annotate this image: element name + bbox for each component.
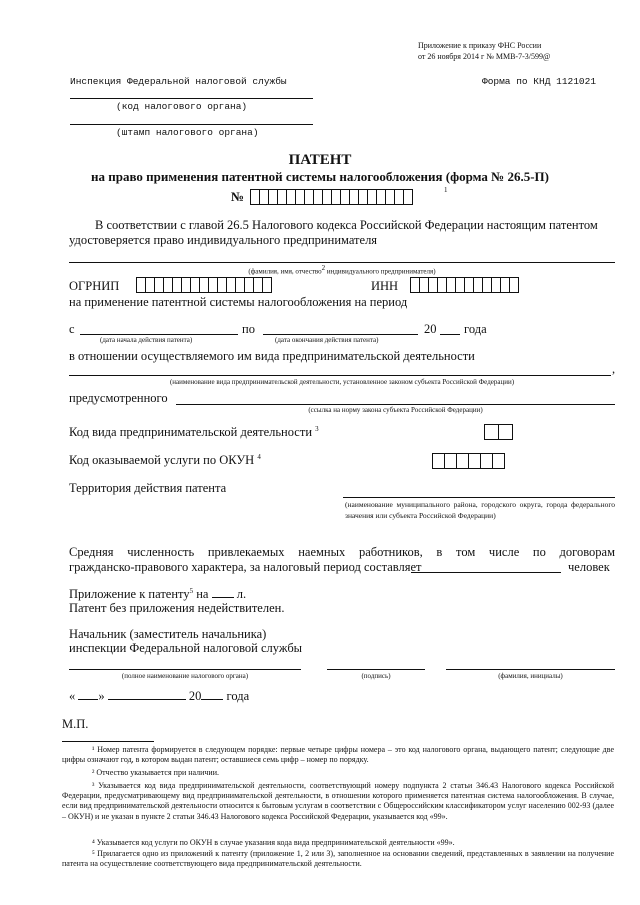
form-code: Форма по КНД 1121021	[482, 76, 597, 87]
activity-code-boxes[interactable]	[485, 424, 513, 440]
footnote-5: ⁵ Прилагается одно из приложений к патенту (приложение 1, 2 или 3), заполненное на основании сведений, представленных в заявлении на получение патента на осуществление соответствующего вида предпринимательской деятельности.	[62, 849, 614, 869]
patent-number-boxes[interactable]	[251, 189, 413, 205]
start-date-caption: (дата начала действия патента)	[100, 336, 193, 344]
period-line: на применение патентной системы налогообложения на период	[69, 295, 408, 309]
staff-unit: человек	[568, 560, 610, 574]
inn-boxes[interactable]	[411, 277, 519, 293]
full-name-field[interactable]	[446, 669, 615, 670]
fio-caption: (фамилия, имя, отчество$^2$ индивидуального предпринимателя)	[248, 264, 436, 276]
year-suffix: года	[464, 322, 487, 336]
law-caption: (ссылка на норму закона субъекта Российской Федерации)	[308, 406, 483, 414]
stamp-line	[70, 124, 313, 125]
end-date-caption: (дата окончания действия патента)	[275, 336, 379, 344]
attachment-note: Патент без приложения недействителен.	[69, 601, 285, 615]
okun-label: Код оказываемой услуги по ОКУН $^4$	[69, 453, 261, 468]
activity-comma: ,	[612, 362, 616, 376]
signature-caption: (подпись)	[361, 672, 391, 680]
okun-code-boxes[interactable]	[433, 453, 505, 469]
from-label: с	[69, 322, 75, 336]
law-reference-field[interactable]	[176, 404, 615, 405]
activity-line: в отношении осуществляемого им вида предпринимательской деятельности	[69, 349, 475, 363]
staff-count-field[interactable]	[411, 572, 561, 573]
staff-line-2: гражданско-правового характера, за налоговый период составляет	[69, 560, 422, 574]
issue-year-field[interactable]	[201, 699, 223, 700]
issue-month-field[interactable]	[108, 699, 186, 700]
full-name-caption: (фамилия, инициалы)	[498, 672, 563, 680]
page-title: ПАТЕНТ	[288, 152, 352, 168]
year-prefix: 20	[424, 322, 437, 336]
to-label: по	[242, 322, 255, 336]
activity-code-label: Код вида предпринимательской деятельности $^3$	[69, 425, 319, 440]
inn-label: ИНН	[371, 279, 399, 293]
organization-name-field[interactable]	[69, 669, 301, 670]
ogrnip-label: ОГРНИП	[69, 279, 120, 293]
issue-date-line: « » 20 года	[69, 689, 250, 703]
staff-line-1: Средняя численность привлекаемых наемных работников, в том числе по договорам	[69, 545, 615, 559]
footnote-1: ¹ Номер патента формируется в следующем порядке: первые четыре цифры номера – это код налогового органа, выдающего патент; следующие две цифры означают год, в котором выдан патент; оставшиеся семь цифр – номер по порядку.	[62, 745, 614, 765]
activity-caption: (наименование вида предпринимательской деятельности, установленное законом субъекта Российской Федерации)	[169, 378, 515, 386]
footnotes-divider	[62, 741, 154, 742]
start-date-field[interactable]	[80, 334, 238, 335]
fio-line	[69, 262, 615, 263]
organization-caption: (полное наименование налогового органа)	[121, 672, 249, 680]
patent-number-label: №	[231, 189, 245, 204]
footnote-4: ⁴ Указывается код услуги по ОКУН в случае указания кода вида предпринимательской деятельности «99».	[92, 838, 455, 847]
inspection-label: Инспекция Федеральной налоговой службы	[70, 76, 287, 87]
signature-field[interactable]	[327, 669, 425, 670]
attachment-pages-field[interactable]	[212, 597, 234, 598]
territory-field[interactable]	[343, 497, 615, 498]
intro-line-1: В соответствии с главой 26.5 Налогового кодекса Российской Федерации настоящим патентом	[95, 218, 598, 232]
intro-line-2: удостоверяется право индивидуального предпринимателя	[69, 233, 378, 247]
territory-caption: (наименование муниципального района, городского округа, города федерального значения или субъекта Российской Федерации)	[345, 500, 615, 520]
appendix-line-1: Приложение к приказу ФНС России	[418, 41, 542, 50]
ogrnip-boxes[interactable]	[137, 277, 272, 293]
appendix-line-2: от 26 ноября 2014 г № ММВ-7-3/599@	[418, 52, 551, 61]
issue-day-field[interactable]	[78, 699, 98, 700]
territory-label: Территория действия патента	[69, 481, 227, 495]
authority-code-line	[70, 98, 313, 99]
patent-number-footnote-mark: 1	[444, 186, 448, 194]
activity-name-field[interactable]	[69, 375, 611, 376]
page-subtitle: на право применения патентной системы налогообложения (форма № 26.5-П)	[91, 169, 549, 184]
head-line-2: инспекции Федеральной налоговой службы	[69, 641, 303, 655]
provided-label: предусмотренного	[69, 391, 168, 405]
appendix-note	[418, 40, 550, 62]
seal-mark: М.П.	[62, 717, 89, 731]
attachment-line: Приложение к патенту$^5$ на л.	[69, 587, 247, 602]
stamp-caption: (штамп налогового органа)	[116, 127, 259, 138]
footnote-2: ² Отчество указывается при наличии.	[92, 768, 219, 777]
year-field[interactable]	[440, 334, 460, 335]
end-date-field[interactable]	[263, 334, 418, 335]
footnote-3: ³ Указывается код вида предпринимательской деятельности, соответствующий номеру подпункта 2 статьи 346.43 Налогового кодекса Российской Федерации, предусматривающему вид предпринимательской деятельности, в отношении которого применяется патентная система налогообложения. В случае, если вид предпринимательской деятельности относится к бытовым услугам в соответствии с Общероссийским классификатором услуг населению 002-93 (далее – ОКУН) и не указан в пункте 2 статьи 346.43 Налогового кодекса Российской Федерации, указывается код «99».	[62, 781, 614, 821]
head-line-1: Начальник (заместитель начальника)	[69, 627, 267, 641]
authority-code-caption: (код налогового органа)	[116, 101, 248, 112]
